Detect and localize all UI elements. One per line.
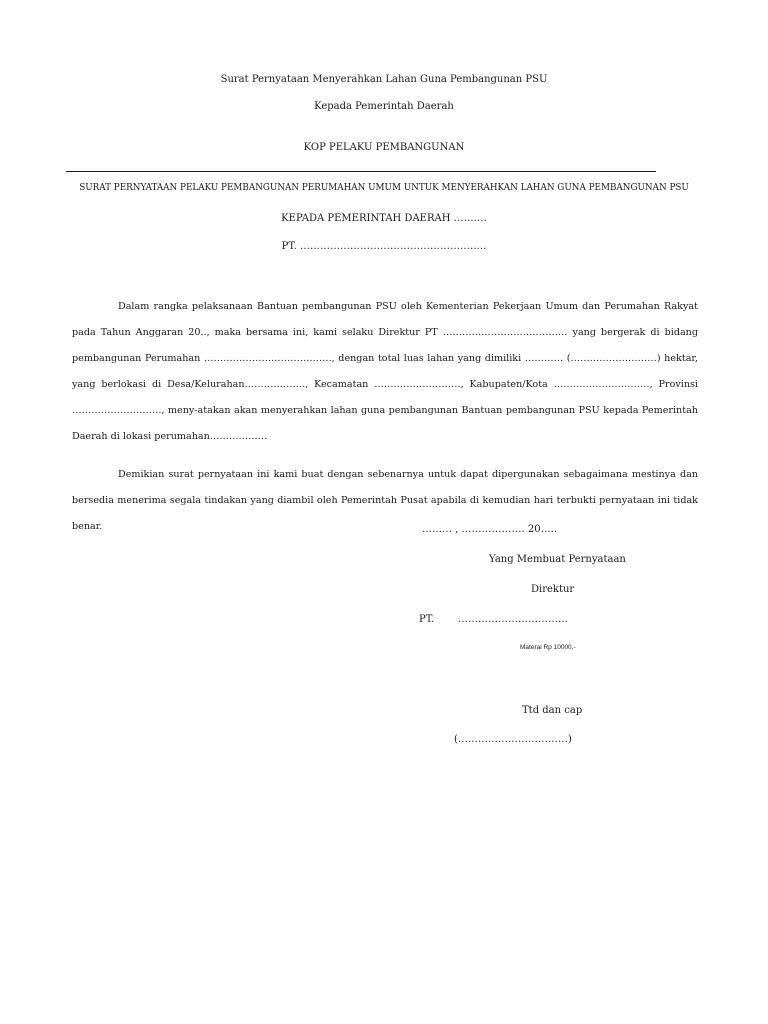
closing-paragraph-text: Demikian surat pernyataan ini kami buat dengan sebenarnya untuk dapat dipergunakan sebagaimana mestinya dan bersedia menerima segala tindakan yang diambil oleh Pemerintah Pusat apabila di kemudian hari terbukti pernyataan ini tidak benar. (72, 469, 698, 532)
closing-paragraph (72, 462, 698, 540)
signature-place-date: ……… , ………………. 20….. (422, 524, 557, 535)
signature-pt-blank: …………………………… (458, 614, 568, 625)
signature-ttd: Ttd dan cap (522, 705, 583, 716)
kop-label: KOP PELAKU PEMBANGUNAN (303, 142, 465, 153)
document-header-title: Surat Pernyataan Menyerahkan Lahan Guna Pembangunan PSU (220, 74, 548, 85)
signature-pt-label: PT. (419, 614, 435, 625)
letter-recipient: KEPADA PEMERINTAH DAERAH ………. (281, 213, 487, 224)
signature-maker: Yang Membuat Pernyataan (489, 554, 626, 565)
statement-paragraph (72, 294, 698, 450)
header-divider (66, 171, 656, 172)
signature-name-blank: (……………………………) (454, 734, 572, 745)
letter-company: PT. ……………………………………………….. (281, 241, 487, 252)
signature-position: Direktur (531, 584, 575, 595)
document-header-subtitle: Kepada Pemerintah Daerah (314, 101, 454, 112)
statement-paragraph-text: Dalam rangka pelaksanaan Bantuan pembangunan PSU oleh Kementerian Pekerjaan Umum dan Perumahan Rakyat pada Tahun Anggaran 20.., maka bersama ini, kami selaku Direktur PT ………………………………… yang bergerak di bidang pembangunan Perumahan …………………………………., dengan total luas lahan yang dimiliki ………… (………………………) hektar, yang berlokasi di Desa/Kelurahan………………., Kecamatan ………………………, Kabupaten/Kota …………………………, Provinsi ………………………., meny-atakan akan menyerahkan lahan guna pembangunan Bantuan pembangunan PSU kepada Pemerintah Daerah di lokasi perumahan……………… (72, 301, 698, 442)
materai-note: Materai Rp 10000,- (520, 644, 576, 651)
letter-title: SURAT PERNYATAAN PELAKU PEMBANGUNAN PERUMAHAN UMUM UNTUK MENYERAHKAN LAHAN GUNA PEMBANGUNAN PSU (79, 183, 689, 193)
